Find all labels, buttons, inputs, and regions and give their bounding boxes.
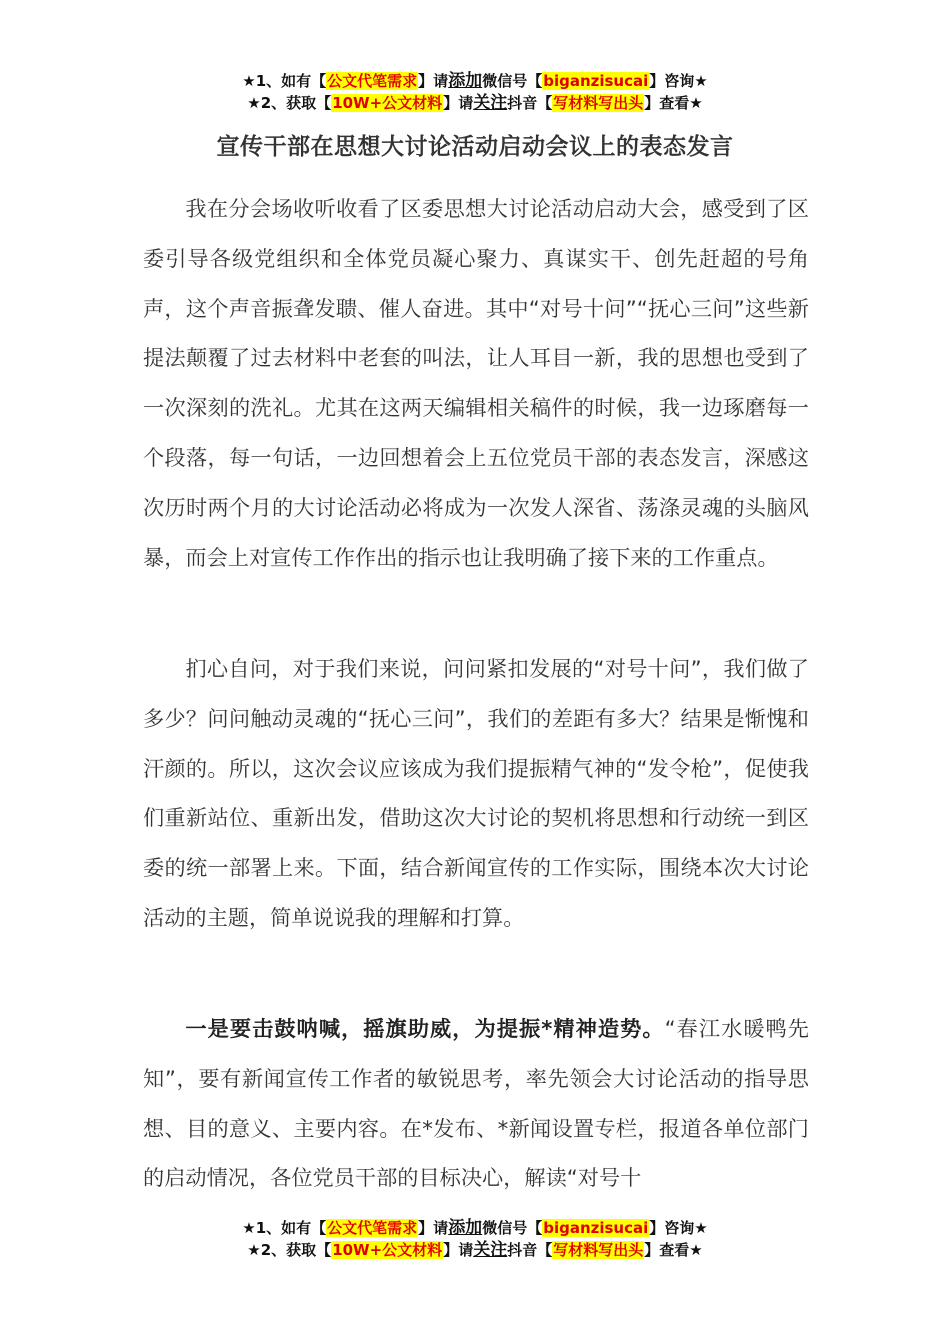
highlight-materials: 10W+公文材料 [332,94,443,112]
banner-underlined-text: 添加 [448,71,483,91]
banner-line-2 [0,1239,950,1261]
banner-text: 】查看★ [644,94,703,112]
banner-text: 微信号【 [482,72,543,90]
banner-text: 微信号【 [482,1219,543,1237]
banner-line-1 [0,1217,950,1239]
paragraph [143,184,809,582]
highlight-service: 公文代笔需求 [327,1219,418,1237]
banner-line-2 [0,92,950,114]
paragraph-text: “春江水暖鸭先知”，要有新闻宣传工作者的敏锐思考，率先领会大讨论活动的指导思想、目的意义、主要内容。在*发布、*新闻设置专栏，报道各单位部门的启动情况，各位党员干部的目标决心，解读“对号十 [143,1016,809,1191]
banner-text: 】查看★ [644,1241,703,1259]
paragraph-text: 我在分会场收听收看了区委思想大讨论活动启动大会，感受到了区委引导各级党组织和全体党员凝心聚力、真谋实干、创先赶超的号角声，这个声音振聋发聩、催人奋进。其中“对号十问”“抚心三问”这些新提法颠覆了过去材料中老套的叫法，让人耳目一新，我的思想也受到了一次深刻的洗礼。尤其在这两天编辑相关稿件的时候，我一边琢磨每一个段落，每一句话，一边回想着会上五位党员干部的表态发言，深感这次历时两个月的大讨论活动必将成为一次发人深省、荡涤灵魂的头脑风暴，而会上对宣传工作作出的指示也让我明确了接下来的工作重点。 [143,196,809,570]
paragraph-lead: 一是要击鼓呐喊，摇旗助威，为提振*精神造势。 [185,1016,665,1041]
banner-text: ★1、如有【 [242,1219,327,1237]
highlight-wechat-id: biganzisucai [543,1219,649,1237]
paragraph-text: 扪心自问，对于我们来说，问问紧扣发展的“对号十问”，我们做了多少？问问触动灵魂的“抚心三问”，我们的差距有多大？结果是惭愧和汗颜的。所以，这次会议应该成为我们提振精气神的“发令枪”，促使我们重新站位、重新出发，借助这次大讨论的契机将思想和行动统一到区委的统一部署上来。下面，结合新闻宣传的工作实际，围绕本次大讨论活动的主题，简单说说我的理解和打算。 [143,656,809,930]
banner-text: 】请 [443,94,474,112]
footer-banner [0,1217,950,1261]
document-title: 宣传干部在思想大讨论活动启动会议上的表态发言 [216,134,734,160]
banner-text: 】咨询★ [649,1219,708,1237]
banner-line-1 [0,70,950,92]
paragraph [143,1004,809,1203]
highlight-douyin-account: 写材料写出头 [553,1241,644,1259]
banner-text: 】请 [418,1219,449,1237]
banner-text: 】咨询★ [649,72,708,90]
banner-text: ★2、获取【 [247,94,332,112]
banner-underlined-text: 关注 [473,1240,508,1260]
paragraph [143,644,809,943]
highlight-service: 公文代笔需求 [327,72,418,90]
banner-text: 】请 [443,1241,474,1259]
banner-underlined-text: 关注 [473,93,508,113]
highlight-materials: 10W+公文材料 [332,1241,443,1259]
highlight-wechat-id: biganzisucai [543,72,649,90]
banner-underlined-text: 添加 [448,1218,483,1238]
banner-text: 】请 [418,72,449,90]
banner-text: ★2、获取【 [247,1241,332,1259]
banner-text: 抖音【 [507,1241,553,1259]
banner-text: 抖音【 [507,94,553,112]
banner-text: ★1、如有【 [242,72,327,90]
highlight-douyin-account: 写材料写出头 [553,94,644,112]
header-banner [0,70,950,114]
